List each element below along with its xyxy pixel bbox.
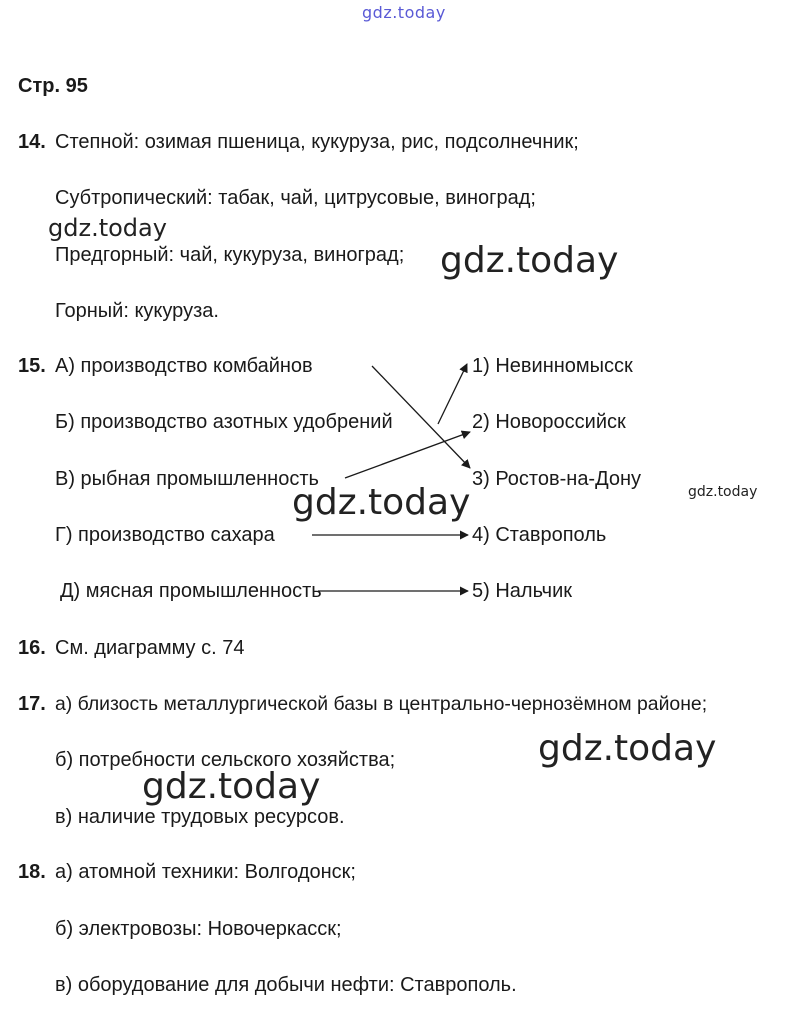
q14-line-3: Предгорный: чай, кукуруза, виноград; bbox=[55, 244, 405, 266]
q15-right-2: 2) Новороссийск bbox=[472, 411, 626, 433]
q16-text: См. диаграмму с. 74 bbox=[55, 637, 245, 659]
q15-left-c: В) рыбная промышленность bbox=[55, 468, 319, 490]
watermark: gdz.today bbox=[688, 484, 758, 500]
watermark: gdz.today bbox=[292, 482, 471, 523]
q14-line-2: Субтропический: табак, чай, цитрусовые, виноград; bbox=[55, 187, 536, 209]
q15-right-5: 5) Нальчик bbox=[472, 580, 572, 602]
question-17-number: 17. bbox=[18, 693, 46, 715]
watermark: gdz.today bbox=[142, 766, 321, 807]
q17-line-2: б) потребности сельского хозяйства; bbox=[55, 749, 396, 771]
question-16-number: 16. bbox=[18, 637, 46, 659]
q15-left-b: Б) производство азотных удобрений bbox=[55, 411, 393, 433]
page-number: Стр. 95 bbox=[18, 75, 88, 97]
q18-line-2: б) электровозы: Новочеркасск; bbox=[55, 918, 342, 940]
q15-right-4: 4) Ставрополь bbox=[472, 524, 607, 546]
arrow-c-to-2 bbox=[345, 432, 470, 478]
q15-right-3: 3) Ростов-на-Дону bbox=[472, 468, 642, 490]
q18-line-3: в) оборудование для добычи нефти: Ставрополь. bbox=[55, 974, 517, 996]
question-14-number: 14. bbox=[18, 131, 46, 153]
watermark: gdz.today bbox=[48, 214, 167, 242]
q15-left-a: А) производство комбайнов bbox=[55, 355, 313, 377]
q18-line-1: а) атомной техники: Волгодонск; bbox=[55, 861, 356, 883]
arrow-a-to-3 bbox=[372, 366, 470, 468]
q14-line-1: Степной: озимая пшеница, кукуруза, рис, подсолнечник; bbox=[55, 131, 579, 153]
q14-line-4: Горный: кукуруза. bbox=[55, 300, 219, 322]
question-15-number: 15. bbox=[18, 355, 46, 377]
watermark-top: gdz.today bbox=[362, 3, 446, 22]
q15-left-d: Г) производство сахара bbox=[55, 524, 275, 546]
watermark: gdz.today bbox=[440, 240, 619, 281]
watermark: gdz.today bbox=[538, 728, 717, 769]
q15-left-e: Д) мясная промышленность bbox=[60, 580, 322, 602]
q17-line-3: в) наличие трудовых ресурсов. bbox=[55, 806, 345, 828]
question-18-number: 18. bbox=[18, 861, 46, 883]
q17-line-1: а) близость металлургической базы в центрально-чернозёмном районе; bbox=[55, 693, 708, 715]
arrow-b-to-1 bbox=[438, 364, 467, 424]
q15-right-1: 1) Невинномысск bbox=[472, 355, 633, 377]
